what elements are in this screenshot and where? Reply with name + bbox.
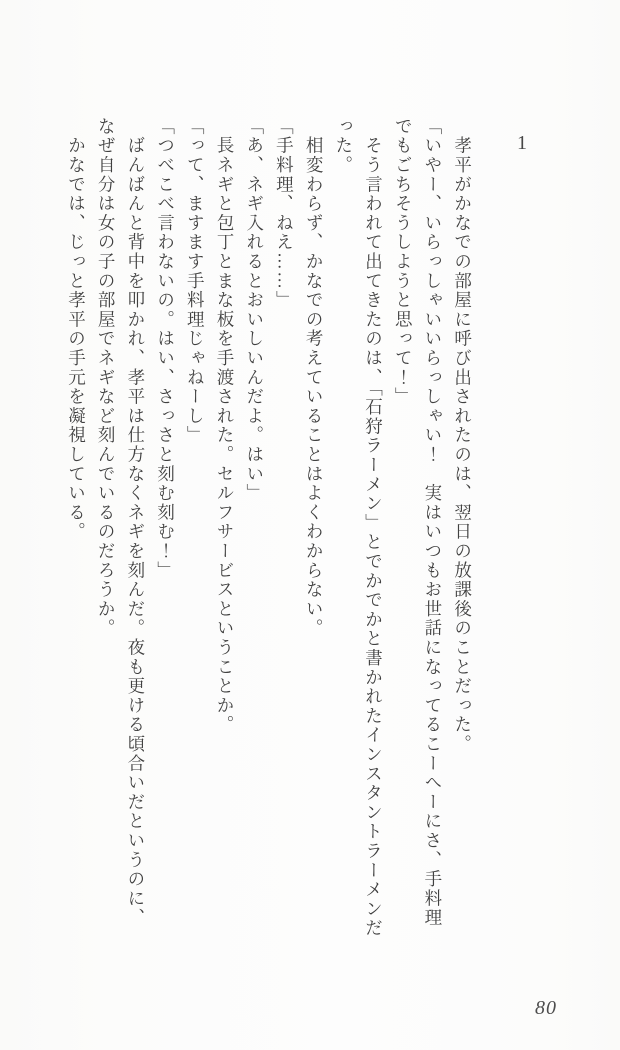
text-column: 「つべこべ言わないの。はい、さっさと刻む刻む！」 bbox=[155, 117, 176, 581]
text-column: かなでは、じっと孝平の手元を凝視している。 bbox=[66, 117, 87, 542]
text-column: でもごちそうしようと思って！」 bbox=[393, 117, 414, 407]
text-column: 相変わらず、かなでの考えていることはよくわからない。 bbox=[304, 117, 325, 639]
chapter-number: 1 bbox=[511, 132, 533, 154]
text-column: 「手料理、ねえ……」 bbox=[274, 117, 295, 310]
page-number: 80 bbox=[535, 997, 557, 1019]
text-column: 「って、ますます手料理じゃねーし」 bbox=[185, 117, 206, 446]
text-column: そう言われて出てきたのは、「石狩ラーメン」とでかでかと書かれたインスタントラーメンだ bbox=[363, 117, 384, 939]
text-column: った。 bbox=[333, 117, 354, 175]
text-column: 長ネギと包丁とまな板を手渡された。セルフサービスということか。 bbox=[214, 117, 235, 735]
text-column: ばんばんと背中を叩かれ、孝平は仕方なくネギを刻んだ。夜も更ける頃合いだというのに、 bbox=[125, 117, 146, 928]
text-column: 「いやー、いらっしゃいいらっしゃい！ 実はいつもお世話になってるこーへーにさ、手料理 bbox=[422, 117, 443, 928]
text-column: 孝平がかなでの部屋に呼び出されたのは、翌日の放課後のことだった。 bbox=[452, 117, 473, 754]
text-column: 「あ、ネギ入れるとおいしいんだよ。はい」 bbox=[244, 117, 265, 503]
text-column: なぜ自分は女の子の部屋でネギなど刻んでいるのだろうか。 bbox=[96, 117, 117, 639]
vertical-text-area bbox=[60, 117, 536, 955]
